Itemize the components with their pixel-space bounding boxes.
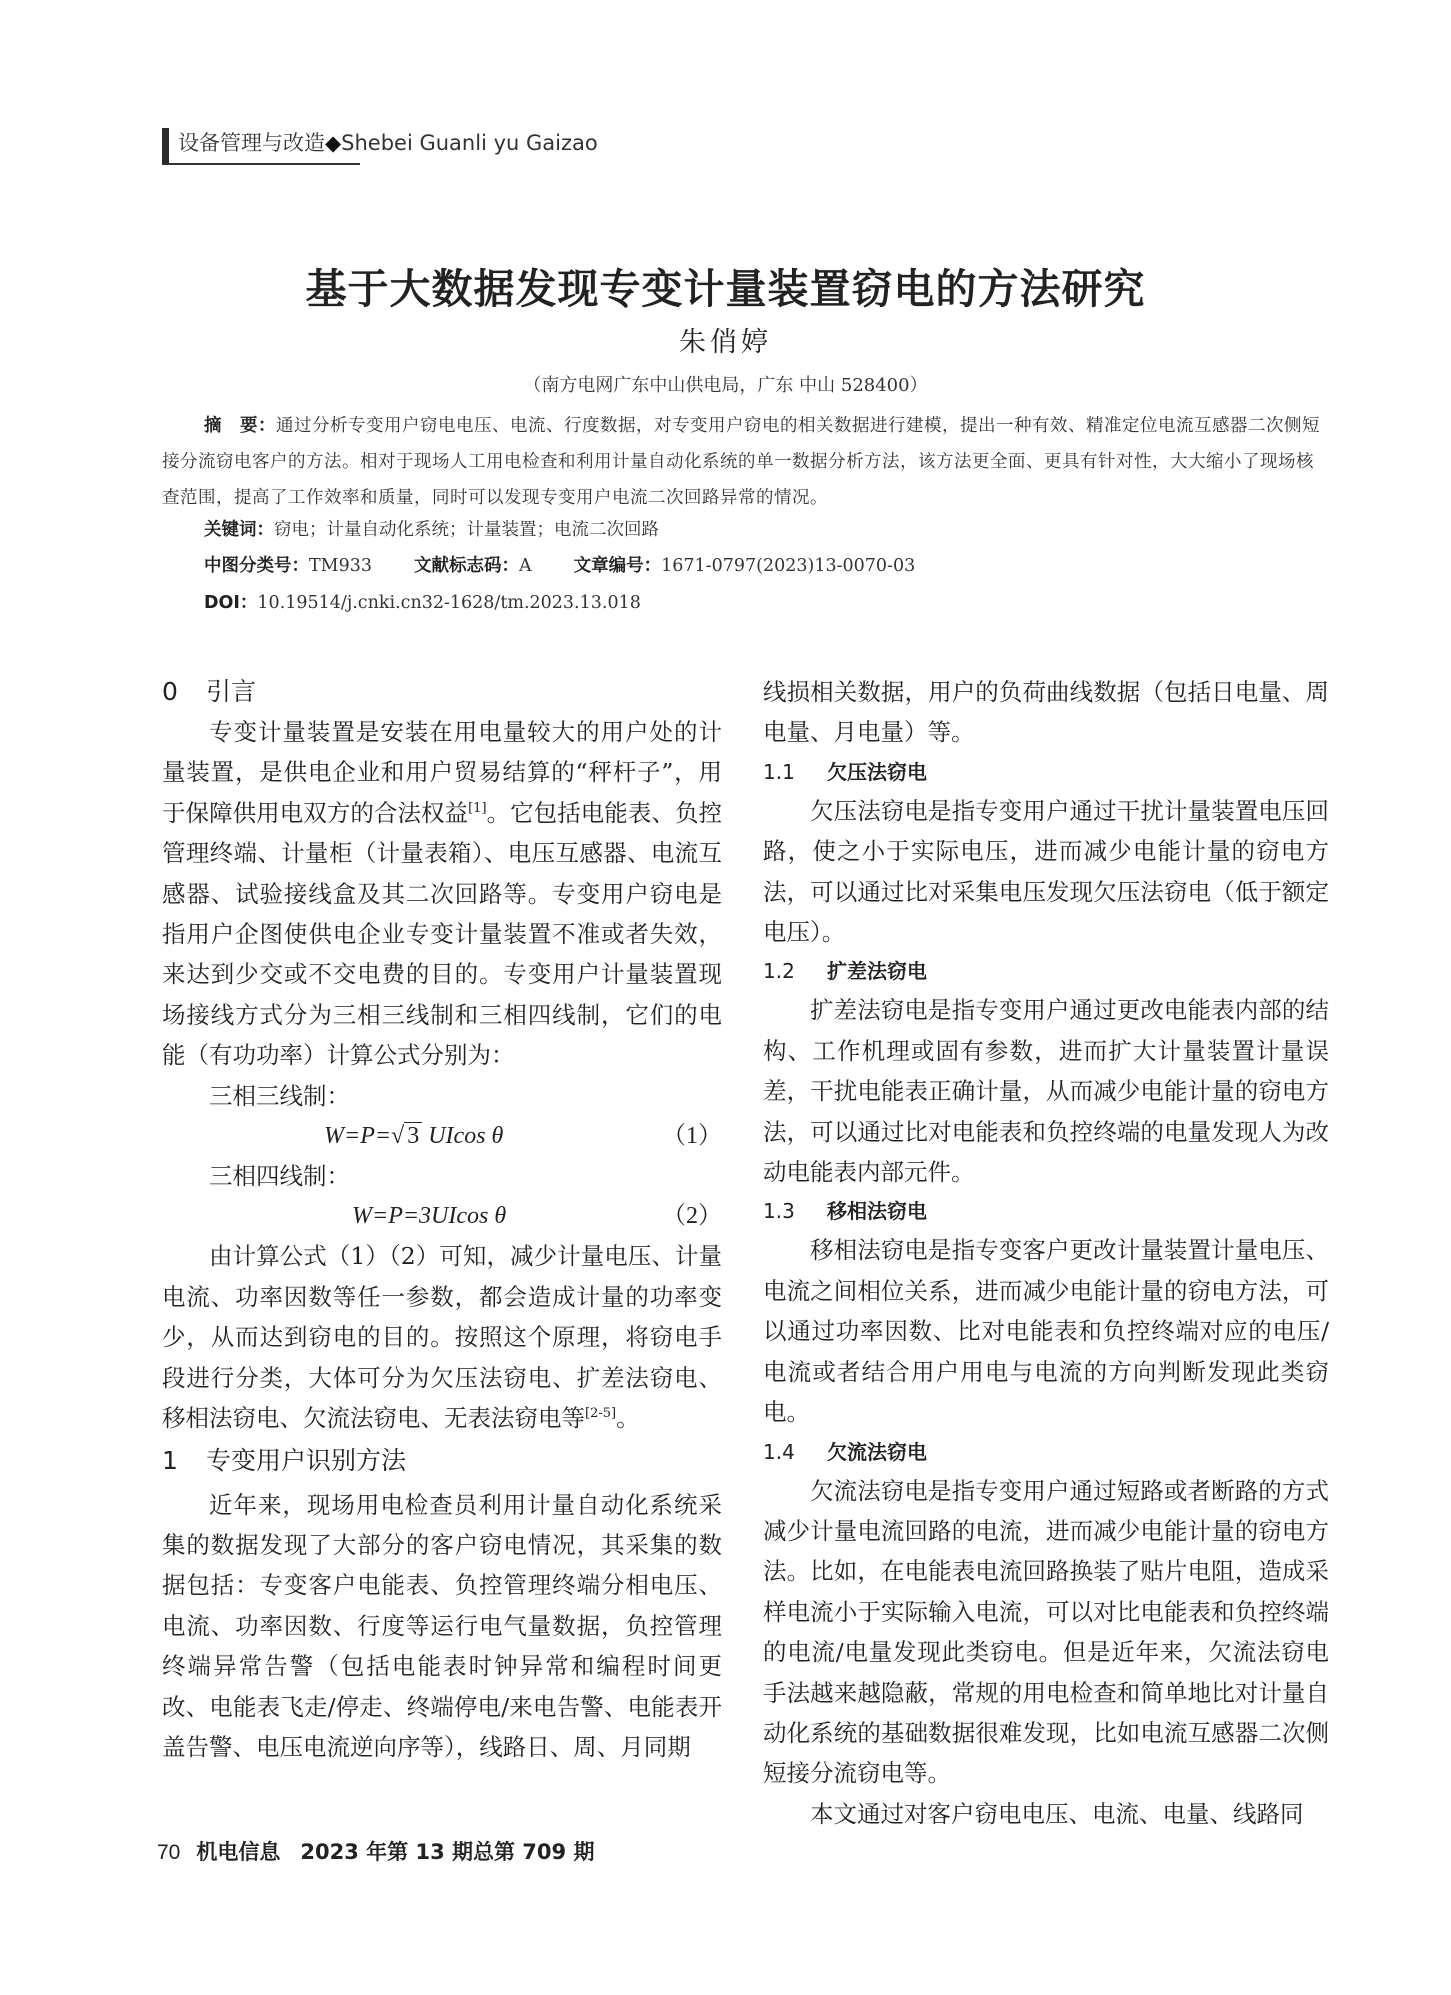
page-number: 70: [157, 1841, 181, 1864]
body-paragraph: 欠压法窃电是指专变用户通过干扰计量装置电压回路，使之小于实际电压，进而减少电能计量的窃电方法，可以通过比对采集电压发现欠压法窃电（低于额定电压）。: [763, 796, 1329, 947]
body-paragraph: [162, 1236, 722, 1438]
body-paragraph: 本文通过对客户窃电电压、电流、电量、线路同: [810, 1799, 1304, 1828]
subsection-number: 1.3: [763, 1199, 795, 1224]
clc-label: 中图分类号：: [204, 556, 309, 576]
doc-code-label: 文献标志码：: [414, 556, 519, 576]
subsection-heading: [763, 952, 1329, 990]
article-number-label: 文章编号：: [573, 556, 662, 576]
formula-lhs: W=P=: [324, 1123, 392, 1150]
paragraph-text: 专变计量装置是安装在用电量较大的用户处的计量装置，是供电企业和用户贸易结算的“秤杆子”，用于保障供用电双方的合法权益: [162, 718, 722, 827]
header-underline: [162, 163, 360, 165]
author-affiliation: （南方电网广东中山供电局，广东 中山 528400）: [523, 375, 928, 396]
section-number: 0: [162, 677, 178, 706]
formula-number: （1）: [662, 1123, 722, 1150]
subsection-title: 移相法窃电: [827, 1199, 927, 1224]
journal-name: 机电信息: [196, 1840, 281, 1864]
paper-title: 基于大数据发现专变计量装置窃电的方法研究: [305, 265, 1146, 313]
subsection-number: 1.2: [763, 959, 795, 984]
doi-line: [204, 585, 641, 621]
section-number: 1: [162, 1445, 178, 1475]
author-name: 朱俏婷: [679, 327, 772, 358]
body-paragraph: 线损相关数据，用户的负荷曲线数据（包括日电量、周电量、月电量）等。: [763, 678, 1329, 747]
subsection-heading: [763, 1192, 1329, 1230]
citation-ref: [2-5]: [585, 1406, 617, 1422]
paragraph-text: 。: [616, 1404, 640, 1433]
formula-expression: W=P=3UIcos θ: [352, 1203, 507, 1230]
body-paragraph: 欠流法窃电是指专变用户通过短路或者断路的方式减少计量电流回路的电流，进而减少电能计量的窃电方法。比如，在电能表电流回路换装了贴片电阻，造成采样电流小于实际输入电流，可以对比电能表和负控终端的电流/电量发现此类窃电。但是近年来，欠流法窃电手法越来越隐蔽，常规的用电检查和简单地比对计量自动化系统的基础数据很难发现，比如电流互感器二次侧短接分流窃电等。: [763, 1476, 1329, 1788]
right-column: [763, 672, 1329, 1834]
body-paragraph: 扩差法窃电是指专变用户通过更改电能表内部的结构、工作机理或固有参数，进而扩大计量装置计量误差，干扰电能表正确计量，从而减少电能计量的窃电方法，可以通过比对电能表和负控终端的电量发现人为改动电能表内部元件。: [763, 996, 1329, 1187]
subsection-heading: [763, 753, 1329, 791]
diamond-icon: ◆: [325, 131, 342, 155]
formula-label: 三相三线制：: [209, 1081, 350, 1110]
section-title: 引言: [206, 677, 257, 706]
keywords-label: 关键词：: [204, 520, 274, 540]
subsection-number: 1.4: [763, 1439, 795, 1464]
subsection-title: 扩差法窃电: [827, 959, 927, 984]
clc-code: TM933: [309, 556, 372, 576]
header-column-pinyin: Shebei Guanli yu Gaizao: [341, 131, 598, 155]
header-column-cn: 设备管理与改造: [178, 131, 325, 155]
section-title: 专变用户识别方法: [206, 1445, 407, 1475]
formula-number: （2）: [662, 1203, 722, 1230]
sqrt-argument: 3: [404, 1122, 422, 1149]
abstract: [162, 408, 1330, 516]
doi-value: 10.19514/j.cnki.cn32-1628/tm.2023.13.018: [257, 593, 641, 613]
subsection-heading: [763, 1433, 1329, 1471]
abstract-label: 摘 要：: [204, 416, 276, 436]
header-marker-bar: [162, 128, 169, 163]
sqrt-symbol: √: [391, 1123, 405, 1150]
section-heading-identification: [162, 1441, 722, 1481]
paragraph-text: 由计算公式（1）（2）可知，减少计量电压、计量电流、功率因数等任一参数，都会造成计量的功率变少，从而达到窃电的目的。按照这个原理，将窃电手段进行分类，大体可分为欠压法窃电、扩差法窃电、移相法窃电、欠流法窃电、无表法窃电等: [162, 1242, 722, 1433]
formula-2: [162, 1196, 722, 1236]
subsection-number: 1.1: [763, 759, 795, 784]
formula-label: 三相四线制：: [209, 1162, 350, 1191]
journal-issue: 2023 年第 13 期总第 709 期: [300, 1840, 595, 1864]
classification-line: [204, 548, 915, 584]
body-paragraph: 移相法窃电是指专变客户更改计量装置计量电压、电流之间相位关系，进而减少电能计量的窃电方法，可以通过功率因数、比对电能表和负控终端对应的电压/电流或者结合用户用电与电流的方向判断发现此类窃电。: [763, 1236, 1329, 1427]
doc-code: A: [519, 556, 532, 576]
body-paragraph: 近年来，现场用电检查员利用计量自动化系统采集的数据发现了大部分的客户窃电情况，其采集的数据包括：专变客户电能表、负控管理终端分相电压、电流、功率因数、行度等运行电气量数据，负控管理终端异常告警（包括电能表时钟异常和编程时间更改、电能表飞走/停走、终端停电/来电告警、电能表开盖告警、电压电流逆向序等），线路日、周、月同期: [162, 1490, 722, 1761]
citation-ref: [1]: [468, 800, 487, 816]
formula-rhs: UIcos θ: [428, 1123, 504, 1150]
article-number: 1671-0797(2023)13-0070-03: [661, 556, 916, 576]
left-column: [162, 672, 722, 1767]
section-heading-introduction: [162, 672, 722, 712]
formula-1: [162, 1116, 722, 1156]
abstract-text: 通过分析专变用户窃电电压、电流、行度数据，对专变用户窃电的相关数据进行建模，提出一种有效、精准定位电流互感器二次侧短接分流窃电客户的方法。相对于现场人工用电检查和利用计量自动化系统的单一数据分析方法，该方法更全面、更具有针对性，大大缩小了现场核查范围，提高了工作效率和质量，同时可以发现专变用户电流二次回路异常的情况。: [162, 416, 1320, 508]
keywords-text: 窃电；计量自动化系统；计量装置；电流二次回路: [274, 520, 659, 540]
subsection-title: 欠流法窃电: [827, 1439, 927, 1464]
subsection-title: 欠压法窃电: [827, 759, 927, 784]
formula-expression: [324, 1116, 503, 1156]
page-footer: [157, 1836, 594, 1866]
paragraph-text: 。它包括电能表、负控管理终端、计量柜（计量表箱）、电压互感器、电流互感器、试验接线盒及其二次回路等。专变用户窃电是指用户企图使供电企业专变计量装置不准或者失效，来达到少交或不交电费的目的。专变用户计量装置现场接线方式分为三相三线制和三相四线制，它们的电能（有功功率）计算公式分别为：: [162, 798, 722, 1070]
keywords: [204, 512, 659, 548]
doi-label: DOI：: [204, 593, 258, 613]
body-paragraph: [162, 712, 722, 1076]
running-header: [178, 128, 598, 158]
